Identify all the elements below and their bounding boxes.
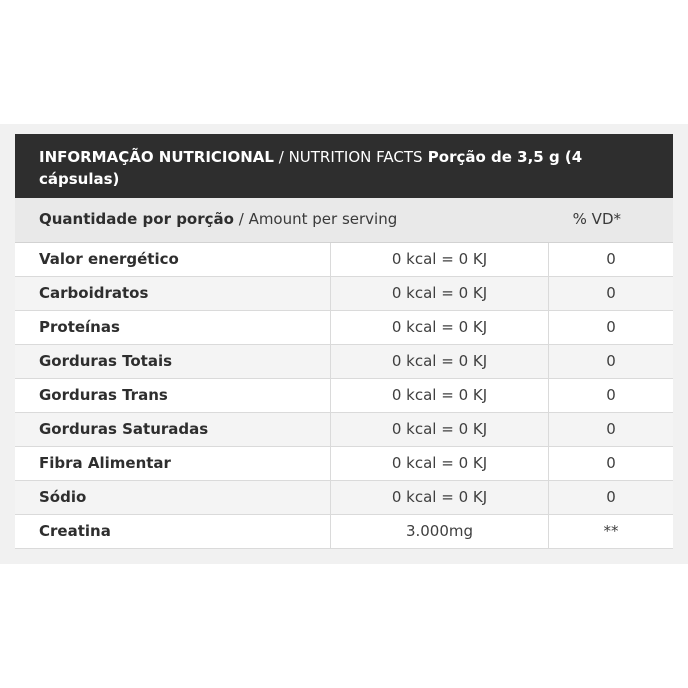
nutrient-amount: 0 kcal = 0 KJ bbox=[331, 481, 549, 514]
table-row bbox=[15, 243, 673, 277]
header-serving: Porção de 3,5 g (4 cápsulas) bbox=[39, 148, 583, 188]
table-row bbox=[15, 447, 673, 481]
nutrient-name: Proteínas bbox=[15, 311, 331, 344]
table-header bbox=[15, 134, 673, 198]
quantity-label-english: Amount per serving bbox=[248, 210, 398, 228]
nutrient-name: Valor energético bbox=[15, 243, 331, 276]
nutrition-table bbox=[15, 134, 673, 549]
nutrient-vd: 0 bbox=[606, 250, 616, 268]
table-row bbox=[15, 277, 673, 311]
nutrient-name: Carboidratos bbox=[15, 277, 331, 310]
nutrient-amount: 0 kcal = 0 KJ bbox=[331, 243, 549, 276]
nutrient-amount: 0 kcal = 0 KJ bbox=[331, 311, 549, 344]
nutrient-vd: 0 bbox=[606, 318, 616, 336]
nutrient-amount: 0 kcal = 0 KJ bbox=[331, 447, 549, 480]
nutrition-panel bbox=[0, 124, 688, 564]
nutrient-amount: 0 kcal = 0 KJ bbox=[331, 413, 549, 446]
table-body bbox=[15, 243, 673, 549]
table-row bbox=[15, 379, 673, 413]
nutrient-amount: 0 kcal = 0 KJ bbox=[331, 345, 549, 378]
nutrient-amount: 3.000mg bbox=[331, 515, 549, 548]
nutrient-name: Gorduras Saturadas bbox=[15, 413, 331, 446]
nutrient-vd: 0 bbox=[606, 454, 616, 472]
table-row bbox=[15, 311, 673, 345]
nutrient-name: Gorduras Totais bbox=[15, 345, 331, 378]
vd-label: % VD* bbox=[572, 210, 621, 228]
nutrient-vd: 0 bbox=[606, 352, 616, 370]
nutrient-name: Sódio bbox=[15, 481, 331, 514]
amount-per-serving-label bbox=[39, 210, 397, 228]
table-row bbox=[15, 413, 673, 447]
nutrient-vd: ** bbox=[603, 522, 619, 540]
header-title: INFORMAÇÃO NUTRICIONAL bbox=[39, 148, 274, 166]
nutrient-name: Creatina bbox=[15, 515, 331, 548]
header-separator: / bbox=[273, 148, 289, 166]
table-subheader bbox=[15, 198, 673, 243]
nutrient-amount: 0 kcal = 0 KJ bbox=[331, 379, 549, 412]
nutrient-vd: 0 bbox=[606, 420, 616, 438]
header-title-english: NUTRITION FACTS bbox=[288, 148, 423, 166]
nutrient-vd: 0 bbox=[606, 386, 616, 404]
quantity-label: Quantidade por porção bbox=[39, 210, 234, 228]
nutrient-amount: 0 kcal = 0 KJ bbox=[331, 277, 549, 310]
table-row bbox=[15, 515, 673, 549]
table-row bbox=[15, 345, 673, 379]
nutrient-vd: 0 bbox=[606, 488, 616, 506]
nutrient-vd: 0 bbox=[606, 284, 616, 302]
nutrient-name: Fibra Alimentar bbox=[15, 447, 331, 480]
nutrient-name: Gorduras Trans bbox=[15, 379, 331, 412]
quantity-separator: / bbox=[233, 210, 249, 228]
table-row bbox=[15, 481, 673, 515]
